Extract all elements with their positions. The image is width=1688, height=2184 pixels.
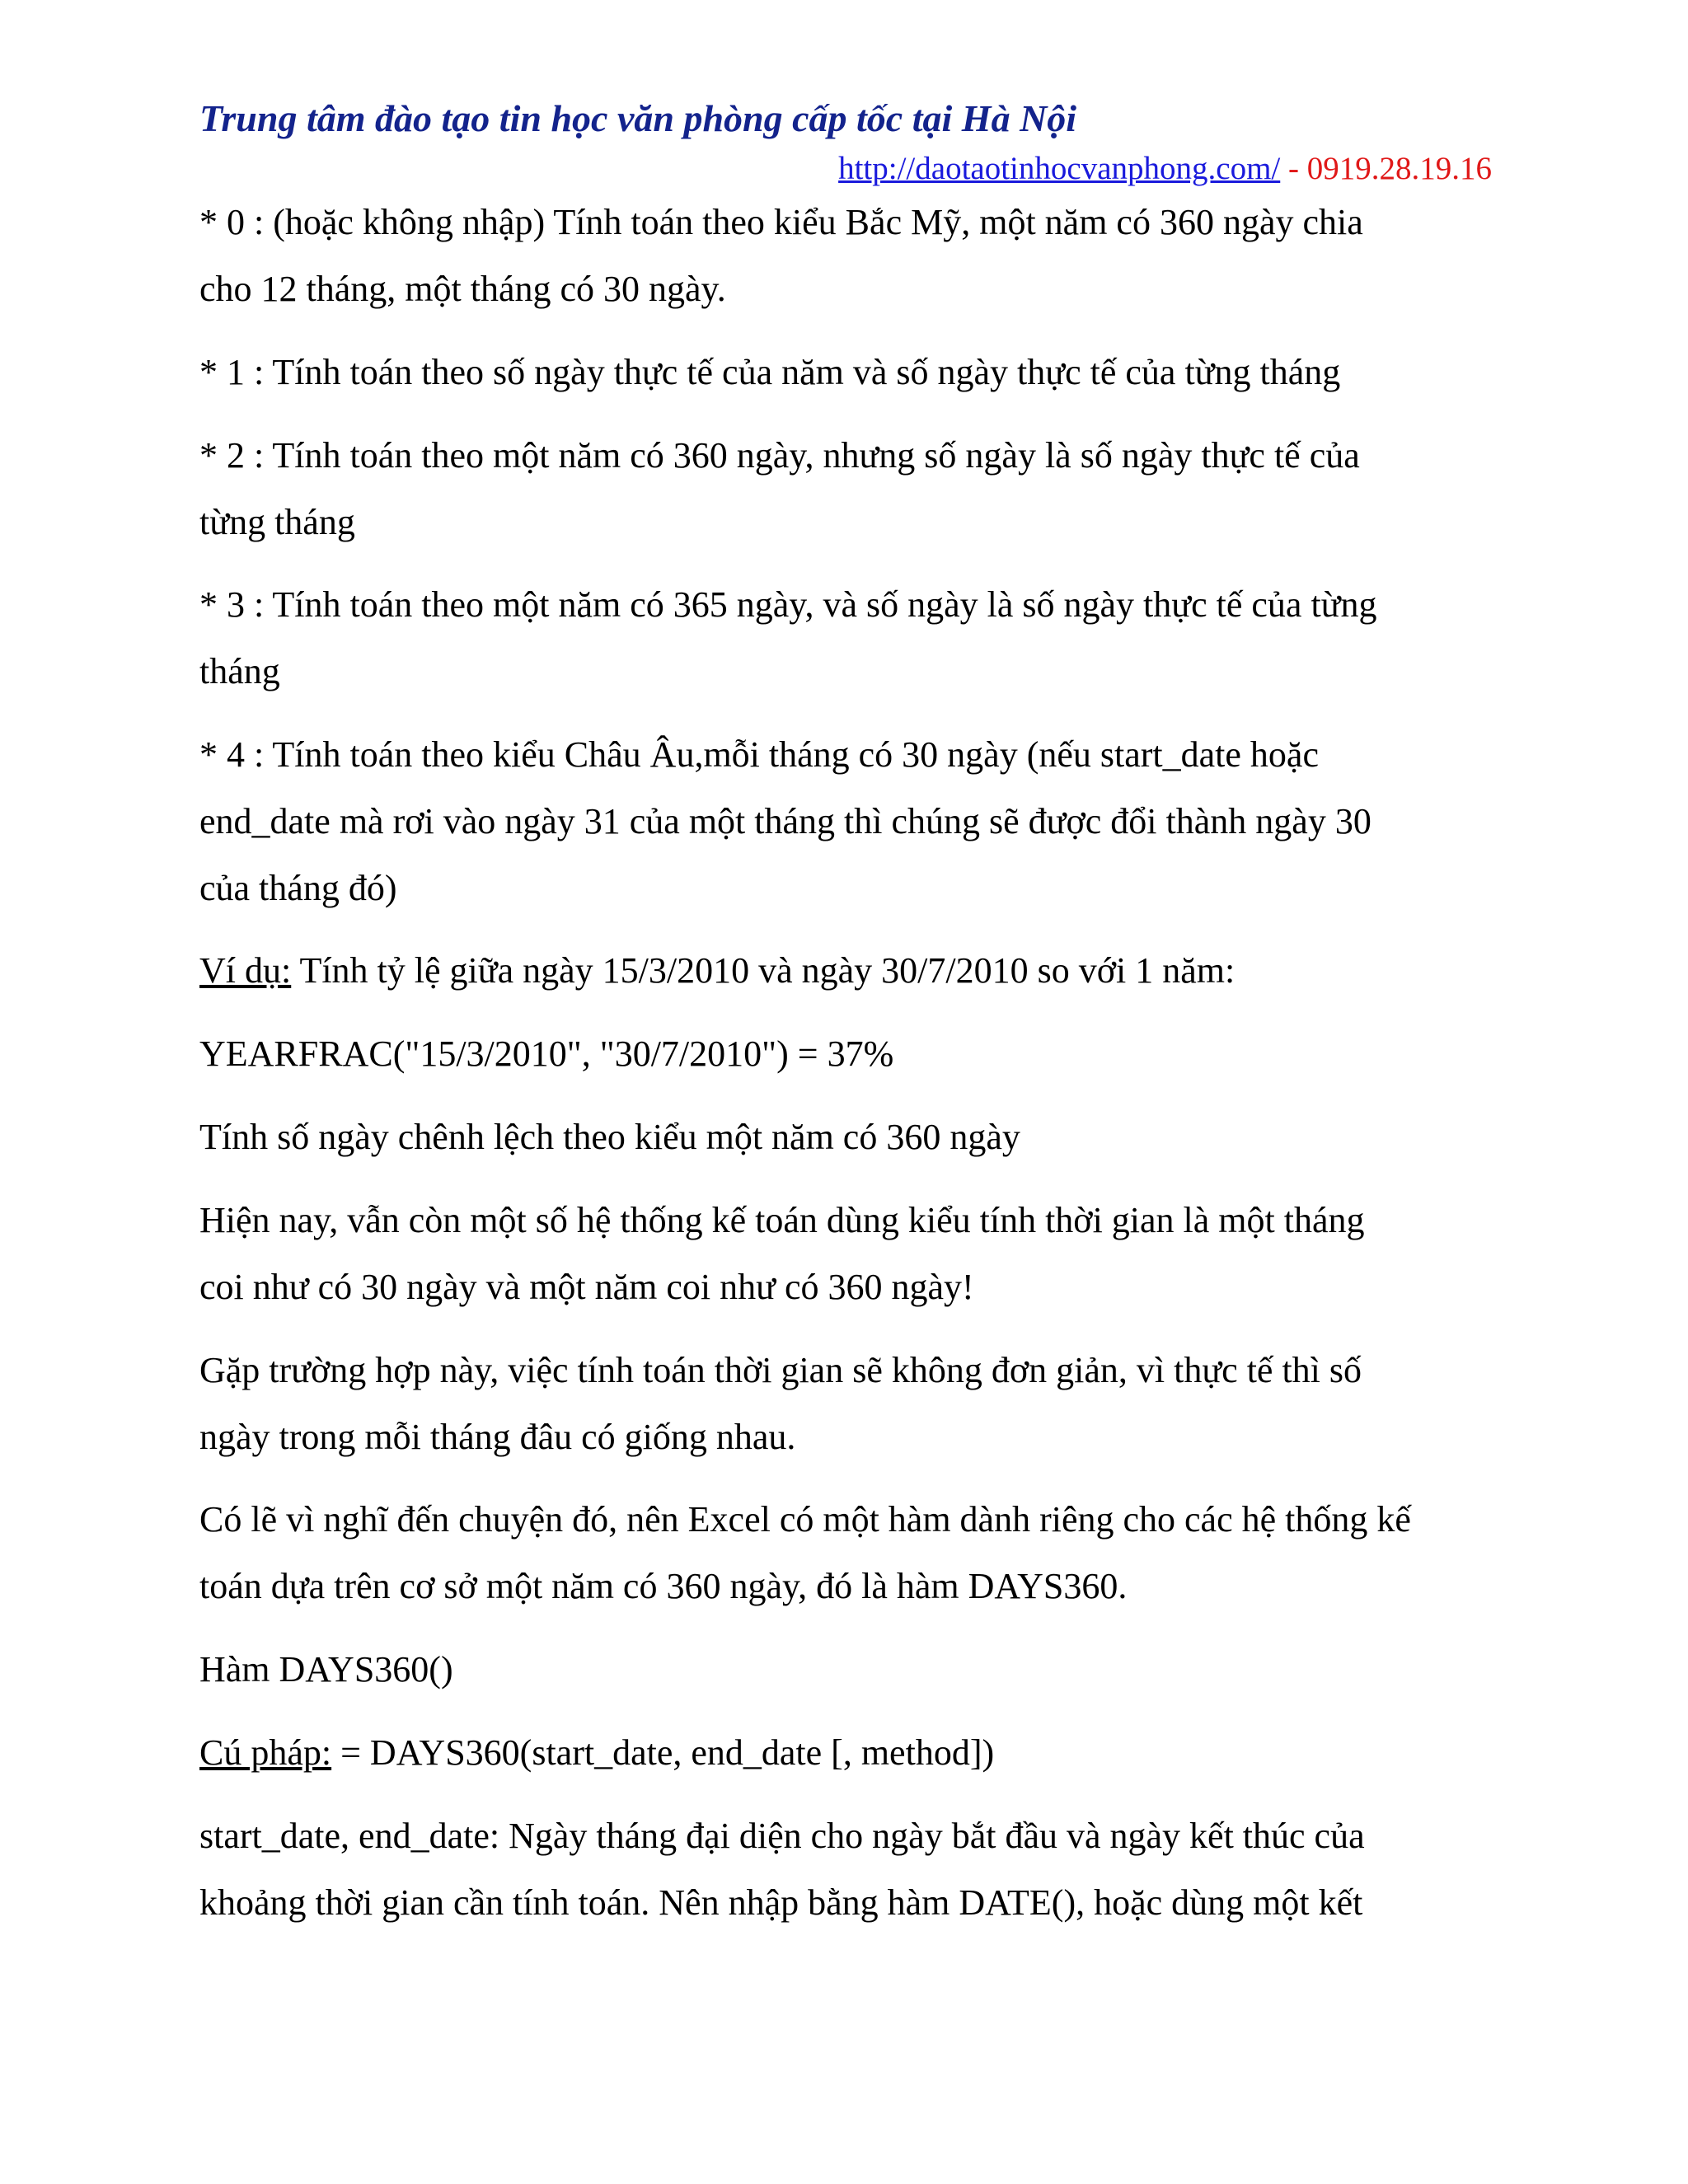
example-text: Tính tỷ lệ giữa ngày 15/3/2010 và ngày 30/7/2010 so với 1 năm:	[291, 950, 1236, 991]
text-line	[199, 1719, 1502, 1786]
text-line: cho 12 tháng, một tháng có 30 ngày.	[199, 269, 726, 309]
paragraph-method-3	[199, 571, 1502, 705]
section-heading: Tính số ngày chênh lệch theo kiểu một năm có 360 ngày	[199, 1117, 1020, 1157]
paragraph-method-0	[199, 189, 1502, 322]
text-line: start_date, end_date: Ngày tháng đại diện cho ngày bắt đầu và ngày kết thúc của	[199, 1816, 1365, 1856]
text-line: * 2 : Tính toán theo một năm có 360 ngày, nhưng số ngày là số ngày thực tế của	[199, 435, 1360, 476]
text-line: * 4 : Tính toán theo kiểu Châu Âu,mỗi tháng có 30 ngày (nếu start_date hoặc	[199, 734, 1319, 775]
paragraph-method-1	[199, 339, 1502, 405]
text-line: ngày trong mỗi tháng đâu có giống nhau.	[199, 1417, 796, 1457]
paragraph-problem	[199, 1337, 1502, 1470]
paragraph-syntax	[199, 1719, 1502, 1786]
paragraph-arguments	[199, 1802, 1502, 1936]
paragraph-intro	[199, 1187, 1502, 1320]
text-line: * 3 : Tính toán theo một năm có 365 ngày, và số ngày là số ngày thực tế của từng	[199, 584, 1377, 625]
contact-separator: -	[1280, 151, 1307, 186]
paragraph-formula	[199, 1020, 1502, 1087]
formula-line: YEARFRAC("15/3/2010", "30/7/2010") = 37%	[199, 1033, 894, 1074]
paragraph-method-2	[199, 422, 1502, 555]
site-link[interactable]: http://daotaotinhocvanphong.com/	[838, 151, 1281, 186]
function-title: Hàm DAYS360()	[199, 1649, 453, 1690]
text-line: khoảng thời gian cần tính toán. Nên nhập bằng hàm DATE(), hoặc dùng một kết	[199, 1882, 1363, 1923]
paragraph-method-4	[199, 721, 1502, 921]
text-line: của tháng đó)	[199, 868, 397, 908]
syntax-text: = DAYS360(start_date, end_date [, method])	[331, 1732, 995, 1773]
syntax-label: Cú pháp:	[199, 1732, 332, 1773]
text-line: toán dựa trên cơ sở một năm có 360 ngày, đó là hàm DAYS360.	[199, 1566, 1128, 1606]
text-line: Hiện nay, vẫn còn một số hệ thống kế toán dùng kiểu tính thời gian là một tháng	[199, 1200, 1365, 1240]
text-line: * 1 : Tính toán theo số ngày thực tế của năm và số ngày thực tế của từng tháng	[199, 352, 1341, 392]
text-line: Có lẽ vì nghĩ đến chuyện đó, nên Excel có một hàm dành riêng cho các hệ thống kế	[199, 1499, 1411, 1540]
site-title: Trung tâm đào tạo tin học văn phòng cấp tốc tại Hà Nội	[199, 97, 1077, 139]
text-line: coi như có 30 ngày và một năm coi như có 360 ngày!	[199, 1267, 974, 1307]
text-line: end_date mà rơi vào ngày 31 của một tháng thì chúng sẽ được đổi thành ngày 30	[199, 801, 1372, 841]
paragraph-excel	[199, 1486, 1502, 1619]
text-line: * 0 : (hoặc không nhập) Tính toán theo kiểu Bắc Mỹ, một năm có 360 ngày chia	[199, 202, 1363, 242]
contact-line	[838, 150, 1492, 189]
text-line: Gặp trường hợp này, việc tính toán thời gian sẽ không đơn giản, vì thực tế thì số	[199, 1350, 1362, 1390]
text-line: từng tháng	[199, 502, 355, 542]
paragraph-function-title	[199, 1636, 1502, 1703]
paragraph-example	[199, 937, 1502, 1004]
example-label: Ví dụ:	[199, 950, 292, 991]
paragraph-days360-heading	[199, 1104, 1502, 1170]
text-line	[199, 937, 1502, 1004]
text-line: tháng	[199, 651, 280, 691]
phone-number: 0919.28.19.16	[1306, 151, 1492, 186]
